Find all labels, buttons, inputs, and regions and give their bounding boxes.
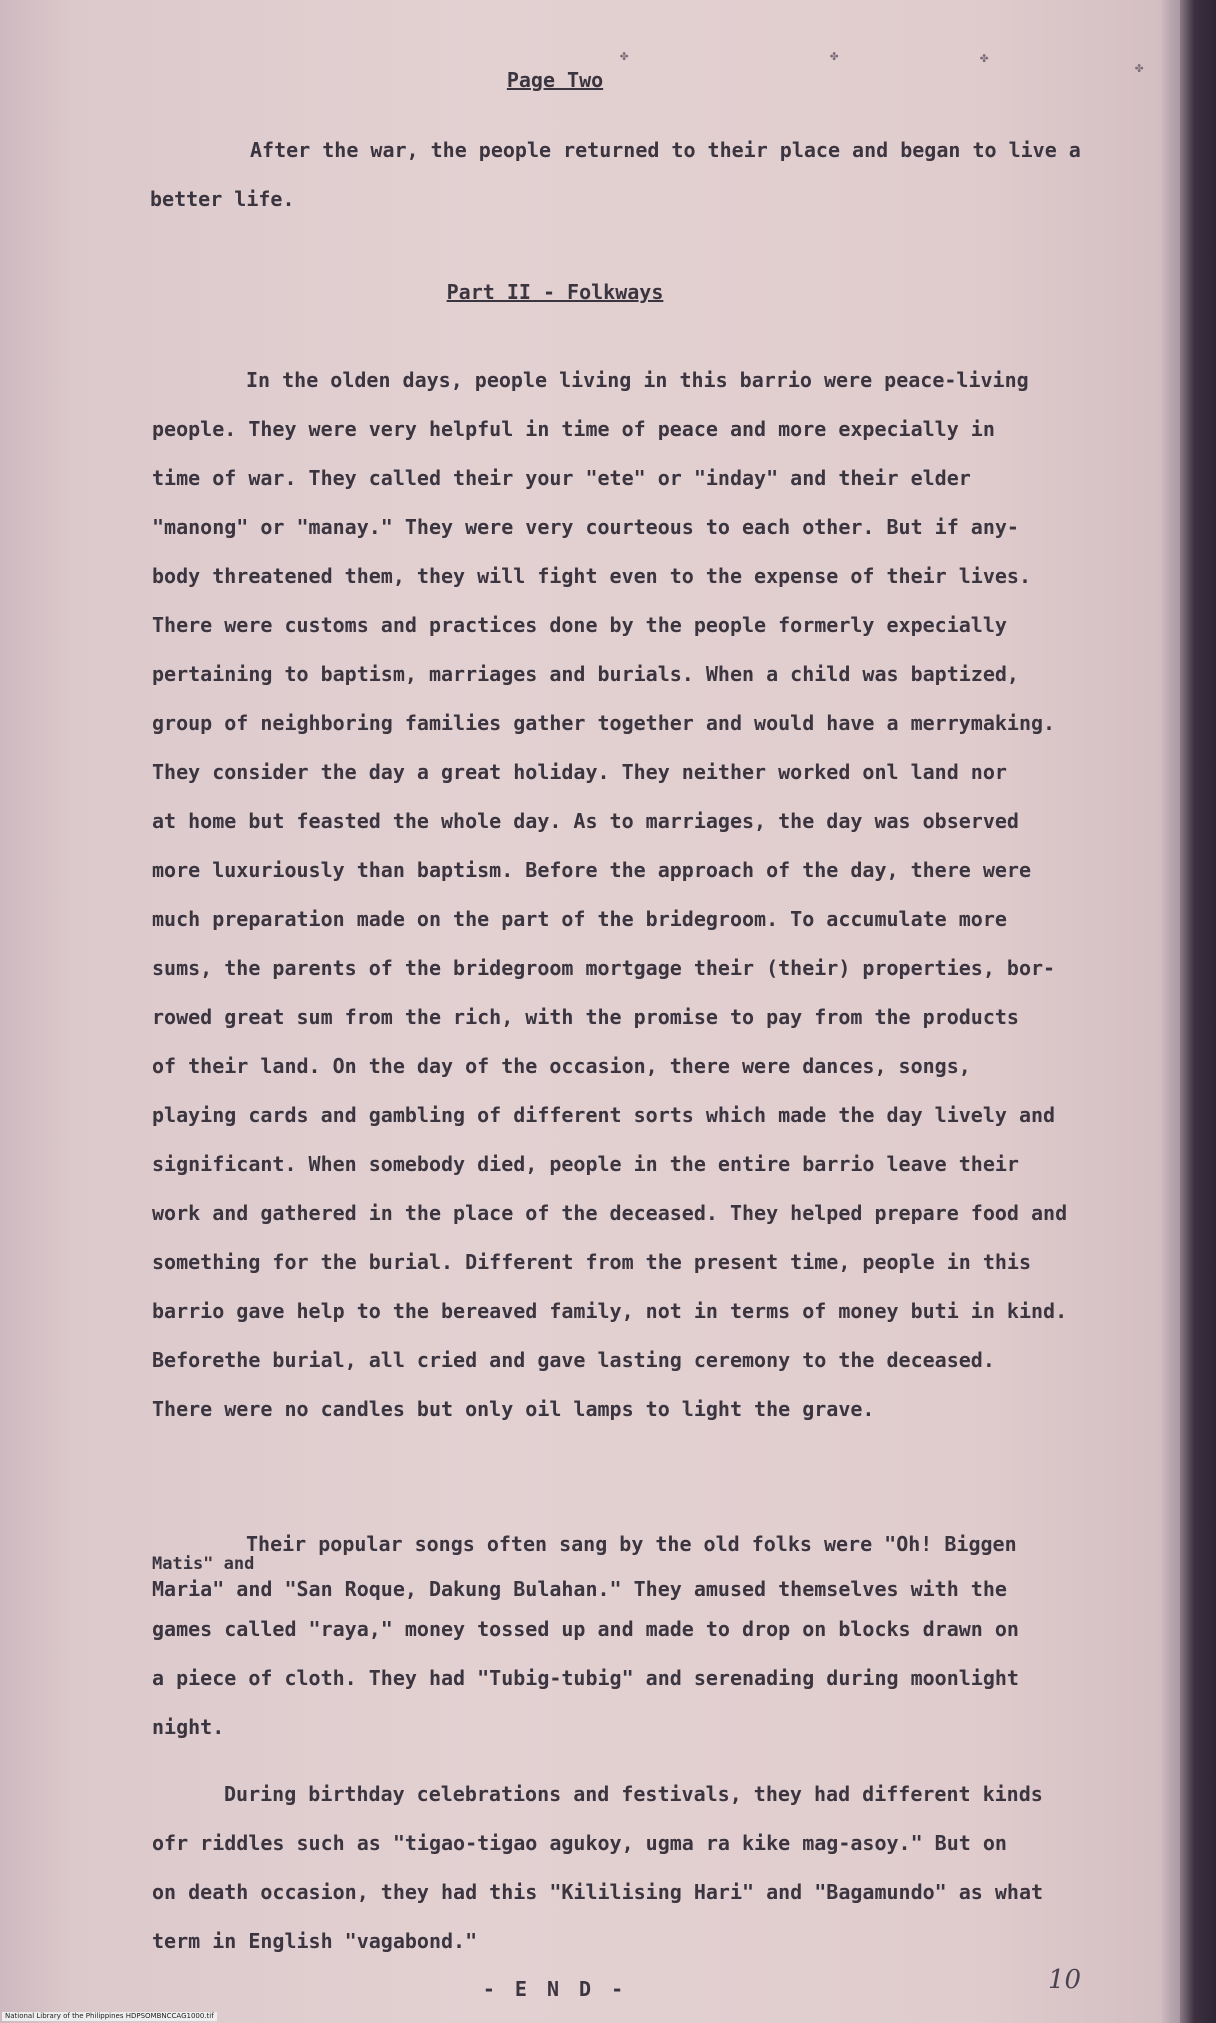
- end-mark: - E N D -: [482, 1977, 628, 2001]
- text-line: significant. When somebody died, people in the entire barrio leave their: [152, 1152, 1019, 1176]
- scan-speck: ✤: [620, 48, 629, 64]
- text-line: much preparation made on the part of the bridegroom. To accumulate more: [152, 907, 1007, 931]
- text-line: games called "raya," money tossed up and made to drop on blocks drawn on: [152, 1617, 1019, 1641]
- text-line: There were no candles but only oil lamps to light the grave.: [152, 1397, 875, 1421]
- text-line: group of neighboring families gather together and would have a merrymaking.: [152, 711, 1056, 735]
- scan-speck: ✤: [980, 50, 989, 66]
- book-binding: [1180, 0, 1216, 2023]
- text-line: "manong" or "manay." They were very courteous to each other. But if any-: [152, 515, 1019, 539]
- text-line: people. They were very helpful in time of peace and more expecially in: [152, 417, 995, 441]
- scan-speck: ✤: [1135, 60, 1144, 76]
- folkways-paragraph: [152, 356, 1112, 1434]
- intro-paragraph: [152, 126, 1112, 224]
- page-heading: Page Two: [506, 68, 604, 92]
- text-line: body threatened them, they will fight even to the expense of their lives.: [152, 564, 1031, 588]
- text-line: more luxuriously than baptism. Before the approach of the day, there were: [152, 858, 1031, 882]
- text-line: something for the burial. Different from the present time, people in this: [152, 1250, 1031, 1274]
- text-line: Beforethe burial, all cried and gave lasting ceremony to the deceased.: [152, 1348, 995, 1372]
- text-line: Matis" and: [152, 1554, 255, 1574]
- text-line: Their popular songs often sang by the old folks were "Oh! Biggen: [246, 1532, 1017, 1556]
- riddles-paragraph: [152, 1770, 1112, 1966]
- text-line: night.: [152, 1715, 225, 1739]
- text-line: In the olden days, people living in this barrio were peace-living: [246, 368, 1029, 392]
- text-line: Maria" and "San Roque, Dakung Bulahan." They amused themselves with the: [152, 1577, 1007, 1601]
- text-line: After the war, the people returned to their place and began to live a: [250, 138, 1081, 162]
- page-edge: [1162, 0, 1180, 2023]
- text-line: During birthday celebrations and festivals, they had different kinds: [224, 1782, 1043, 1806]
- scan-speck: ✤: [830, 48, 839, 64]
- scan-footer: National Library of the Philippines HDPSOMBNCCAG1000.tif: [2, 2012, 217, 2021]
- text-line: of their land. On the day of the occasion, there were dances, songs,: [152, 1054, 971, 1078]
- text-line: a piece of cloth. They had "Tubig-tubig" and serenading during moonlight: [152, 1666, 1019, 1690]
- text-line: on death occasion, they had this "Kililising Hari" and "Bagamundo" as what: [152, 1880, 1044, 1904]
- text-line: ofr riddles such as "tigao-tigao agukoy, ugma ra kike mag-asoy." But on: [152, 1831, 1007, 1855]
- text-line: They consider the day a great holiday. They neither worked onl land nor: [152, 760, 1007, 784]
- text-line: barrio gave help to the bereaved family, not in terms of money buti in kind.: [152, 1299, 1068, 1323]
- text-line: rowed great sum from the rich, with the promise to pay from the products: [152, 1005, 1019, 1029]
- text-line: work and gathered in the place of the deceased. They helped prepare food and: [152, 1201, 1068, 1225]
- text-line: There were customs and practices done by the people formerly expecially: [152, 613, 1007, 637]
- text-line: at home but feasted the whole day. As to marriages, the day was observed: [152, 809, 1019, 833]
- section-heading: Part II - Folkways: [446, 280, 664, 304]
- page-number: 10: [1048, 1965, 1082, 1995]
- text-line: playing cards and gambling of different sorts which made the day lively and: [152, 1103, 1056, 1127]
- text-line: time of war. They called their your "ete" or "inday" and their elder: [152, 466, 971, 490]
- songs-paragraph: [152, 1520, 1112, 1752]
- text-line: pertaining to baptism, marriages and burials. When a child was baptized,: [152, 662, 1019, 686]
- text-line: term in English "vagabond.": [152, 1929, 478, 1953]
- text-line: better life.: [150, 187, 295, 211]
- text-line: sums, the parents of the bridegroom mortgage their (their) properties, bor-: [152, 956, 1056, 980]
